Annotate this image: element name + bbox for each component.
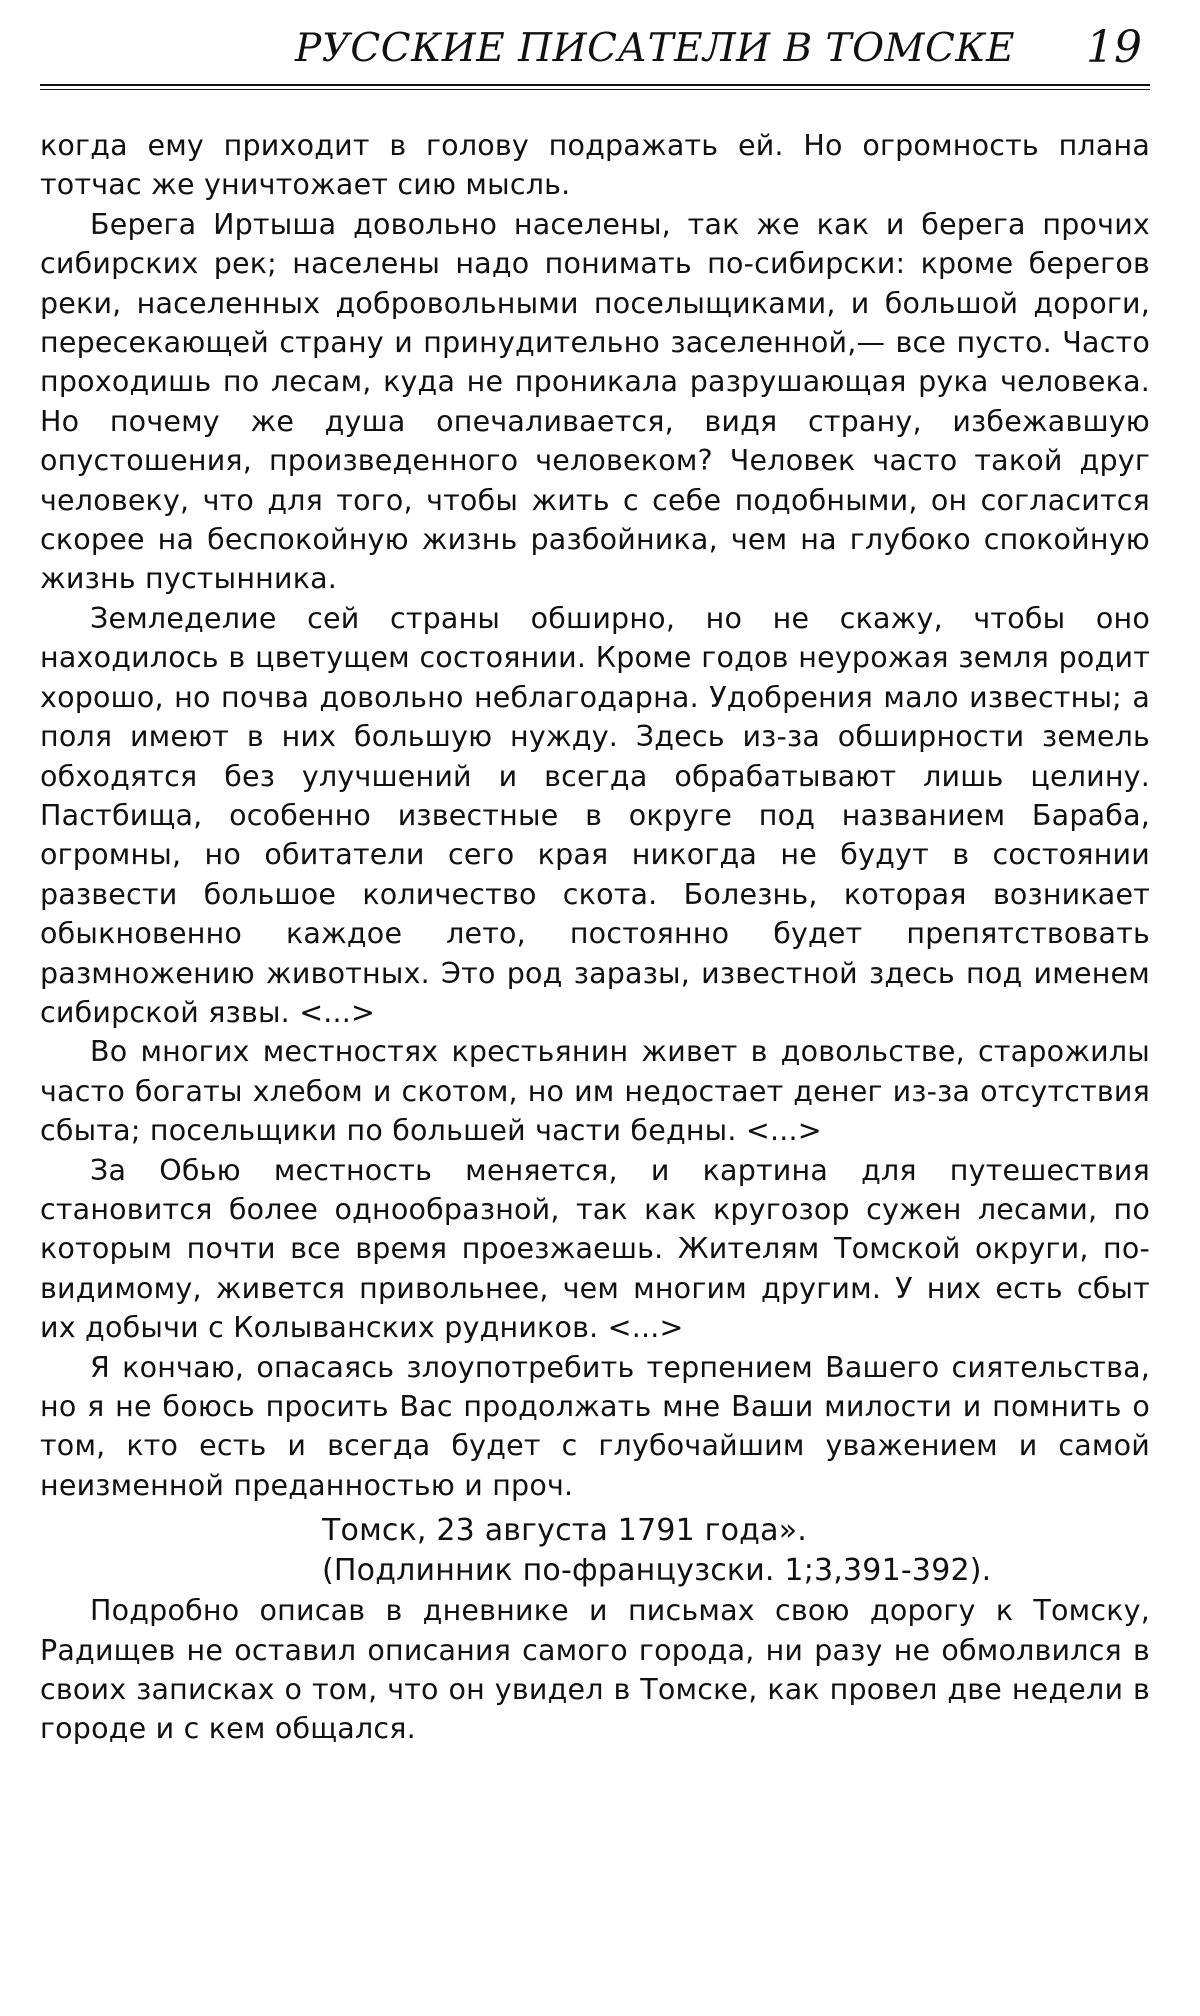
paragraph-continuation: когда ему приходит в голову подражать ей. Но огромность плана тотчас же уничтожает сию мысль. [40, 129, 1150, 202]
paragraph-agriculture: Земледелие сей страны обширно, но не скажу, чтобы оно находилось в цветущем состоянии. Кроме годов неурожая земля родит хорошо, но почва довольно неблагодарна. Удобрения мало известны; а поля имеют в них большую нужду. Здесь из-за обширности земель обходятся без улучшений и всегда обрабатывают лишь целину. Пастбища, особенно известные в округе под названием Бараба, огромны, но обитатели сего края никогда не будут в состоянии развести большое количество скота. Болезнь, которая возникает обыкновенно каждое лето, постоянно будет препятствовать размножению животных. Это род заразы, известной здесь под именем сибирской язвы. <...> [40, 601, 1150, 1029]
paragraph-beyond-ob: За Обью местность меняется, и картина для путешествия становится более однообразной, так как кругозор сужен лесами, по которым почти все время проезжаешь. Жителям Томской округи, по-видимому, живется привольнее, чем многим другим. У них есть сбыт их добычи с Колыванских рудников. <...> [40, 1153, 1150, 1345]
paragraph-irtysh-banks: Берега Иртыша довольно населены, так же как и берега прочих сибирских рек; населены надо понимать по-сибирски: кроме берегов реки, населенных добровольными поселыщиками, и большой дороги, пересекающей страну и принудительно заселенной,— все пусто. Часто проходишь по лесам, куда не проникала разрушающая рука человека. Но почему же душа опечаливается, видя страну, избежавшую опустошения, произведенного человеком? Человек часто такой друг человеку, что для того, чтобы жить с себе подобными, он согласится скорее на беспокойную жизнь разбойника, чем на глубоко спокойную жизнь пустынника. [40, 207, 1150, 596]
running-title: РУССКИЕ ПИСАТЕЛИ В ТОМСКЕ [295, 26, 1015, 71]
header-rule [40, 84, 1150, 90]
page-number: 19 [1086, 22, 1142, 73]
source-note: (Подлинник по-французски. 1;3,391-392). [322, 1553, 992, 1589]
paragraph-closing-letter: Я кончаю, опасаясь злоупотребить терпением Вашего сиятельства, но я не боюсь просить Вас продолжать мне Ваши милости и помнить о том, кто есть и всегда будет с глубочайшим уважением и самой неизменной преданностью и проч. [40, 1350, 1150, 1502]
letter-signature: Томск, 23 августа 1791 года». [322, 1513, 807, 1549]
paragraph-radishchev: Подробно описав в дневнике и письмах свою дорогу к Томску, Радищев не оставил описания самого города, ни разу не обмолвился в своих записках о том, что он увидел в Томске, как провел две недели в городе и с кем общался. [40, 1594, 1150, 1746]
paragraph-peasants: Во многих местностях крестьянин живет в довольстве, старожилы часто богаты хлебом и скотом, но им недостает денег из-за отсутствия сбыта; посельщики по большей части бедны. <...> [40, 1035, 1150, 1148]
body-text [40, 126, 1150, 1749]
running-header [40, 22, 1150, 84]
book-page [40, 22, 1150, 1749]
